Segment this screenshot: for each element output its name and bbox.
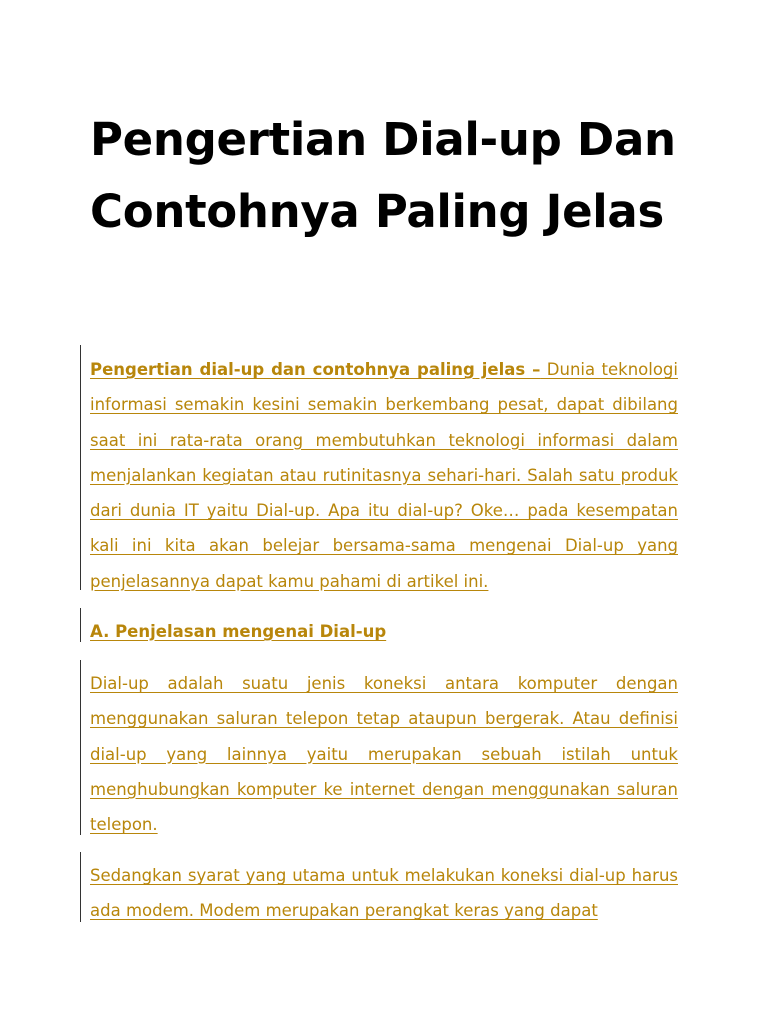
quote-bar-definition bbox=[80, 660, 81, 835]
intro-lead-text: Pengertian dial-up dan contohnya paling jelas – bbox=[90, 360, 541, 379]
article-title: Pengertian Dial-up Dan Contohnya Paling Jelas bbox=[90, 113, 676, 238]
section-a-heading: A. Penjelasan mengenai Dial-up bbox=[90, 622, 387, 641]
definition-paragraph: Dial-up adalah suatu jenis koneksi antara komputer dengan menggunakan saluran telepon tetap ataupun bergerak. Atau definisi dial-up yang lainnya yaitu merupakan sebuah istilah untuk menghubungkan komputer ke internet dengan menggunakan saluran telepon. bbox=[90, 674, 678, 835]
quote-bar-requirements bbox=[80, 852, 81, 922]
quote-bar-heading bbox=[80, 608, 81, 642]
intro-body-text: Dunia teknologi informasi semakin kesini semakin berkembang pesat, dapat dibilang saat ini rata-rata orang membutuhkan teknologi informasi dalam menjalankan kegiatan atau rutinitasnya sehari-hari. Salah satu produk dari dunia IT yaitu Dial-up. Apa itu dial-up? Oke… pada kesempatan kali ini kita akan belejar bersama-sama mengenai Dial-up yang penjelasannya dapat kamu pahami di artikel ini. bbox=[90, 360, 678, 591]
quote-bar-intro bbox=[80, 345, 81, 590]
requirements-paragraph: Sedangkan syarat yang utama untuk melakukan koneksi dial-up harus ada modem. Modem merupakan perangkat keras yang dapat bbox=[90, 866, 678, 921]
intro-paragraph bbox=[90, 352, 678, 599]
